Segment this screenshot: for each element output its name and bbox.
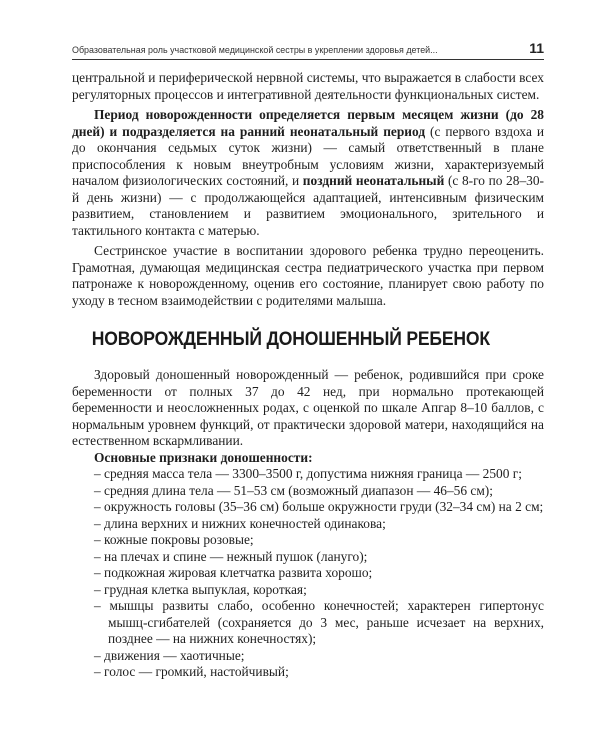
- running-title: Образовательная роль участковой медицинской сестры в укреплении здоровья детей...: [72, 45, 438, 56]
- intro-paragraph-1: центральной и периферической нервной системы, что выражается в слабости всех регуляторных процессов и интегративной деятельности функциональных систем.: [72, 70, 544, 102]
- neonatal-period-definition: Период новорожденности определяется первым месяцем жизни (до 28 дней) и подразделяется на ранний неонатальный период: [72, 107, 544, 139]
- signs-list: [72, 466, 544, 681]
- list-item: – на плечах и спине — нежный пушок (лануго);: [94, 548, 368, 564]
- late-neonatal-text: (с 8-го по 28–30-й день жизни) — с продолжающейся адаптацией, интенсивным физическим развитием, становлением и развитием эмоционального, зрительного и тактильного контакта с матерью.: [72, 173, 544, 238]
- early-neonatal-text: (с первого вздоха и до окончания седьмых суток жизни) — самый ответственный в плане приспособления к новым внеутробным условиям жизни, характеризуемый началом физиологических состояний, и: [72, 123, 544, 188]
- list-item: – длина верхних и нижних конечностей одинакова;: [94, 515, 386, 531]
- intro-paragraph-2: [72, 107, 544, 239]
- signs-list-title: Основные признаки доношенности:: [94, 449, 313, 465]
- intro-paragraph-3: Сестринское участие в воспитании здорового ребенка трудно переоценить. Грамотная, думающая медицинская сестра педиатрического участка при первом патронаже к новорожденному, оценив его состояние, планирует свою работу по уходу в тесном взаимодействии с родителями малыша.: [72, 243, 544, 308]
- list-item: – грудная клетка выпуклая, короткая;: [94, 581, 307, 597]
- list-item: – средняя масса тела — 3300–3500 г, допустима нижняя граница — 2500 г;: [94, 466, 522, 481]
- section-heading: НОВОРОЖДЕННЫЙ ДОНОШЕННЫЙ РЕБЕНОК: [91, 328, 490, 350]
- list-item: – подкожная жировая клетчатка развита хорошо;: [94, 565, 373, 580]
- running-header: [72, 30, 544, 60]
- late-neonatal-term: поздний неонатальный: [302, 173, 445, 188]
- list-item: – окружность головы (35–36 см) больше окружности груди (32–34 см) на 2 см;: [94, 499, 544, 514]
- section-paragraph-1: Здоровый доношенный новорожденный — ребенок, родившийся при сроке беременности от полных 37 до 42 нед, при нормально протекающей беременности и неосложненных родах, с оценкой по шкале Апгар 8–10 баллов, с нормальным уровнем функций, от практически здоровой матери, находящийся на естественном вскармливании.: [72, 367, 544, 448]
- page-body: [72, 70, 544, 681]
- list-item: – движения — хаотичные;: [94, 647, 245, 663]
- page-number: 11: [529, 40, 544, 56]
- list-item: – голос — громкий, настойчивый;: [94, 664, 289, 679]
- list-item: – кожные покровы розовые;: [94, 532, 254, 547]
- list-item: – средняя длина тела — 51–53 см (возможный диапазон — 46–56 см);: [94, 482, 493, 498]
- list-item: – мышцы развиты слабо, особенно конечностей; характерен гипертонус мышц-сгибателей (сохраняется до 3 мес, раньше исчезает на верхних, позднее — на нижних конечностях);: [94, 598, 544, 646]
